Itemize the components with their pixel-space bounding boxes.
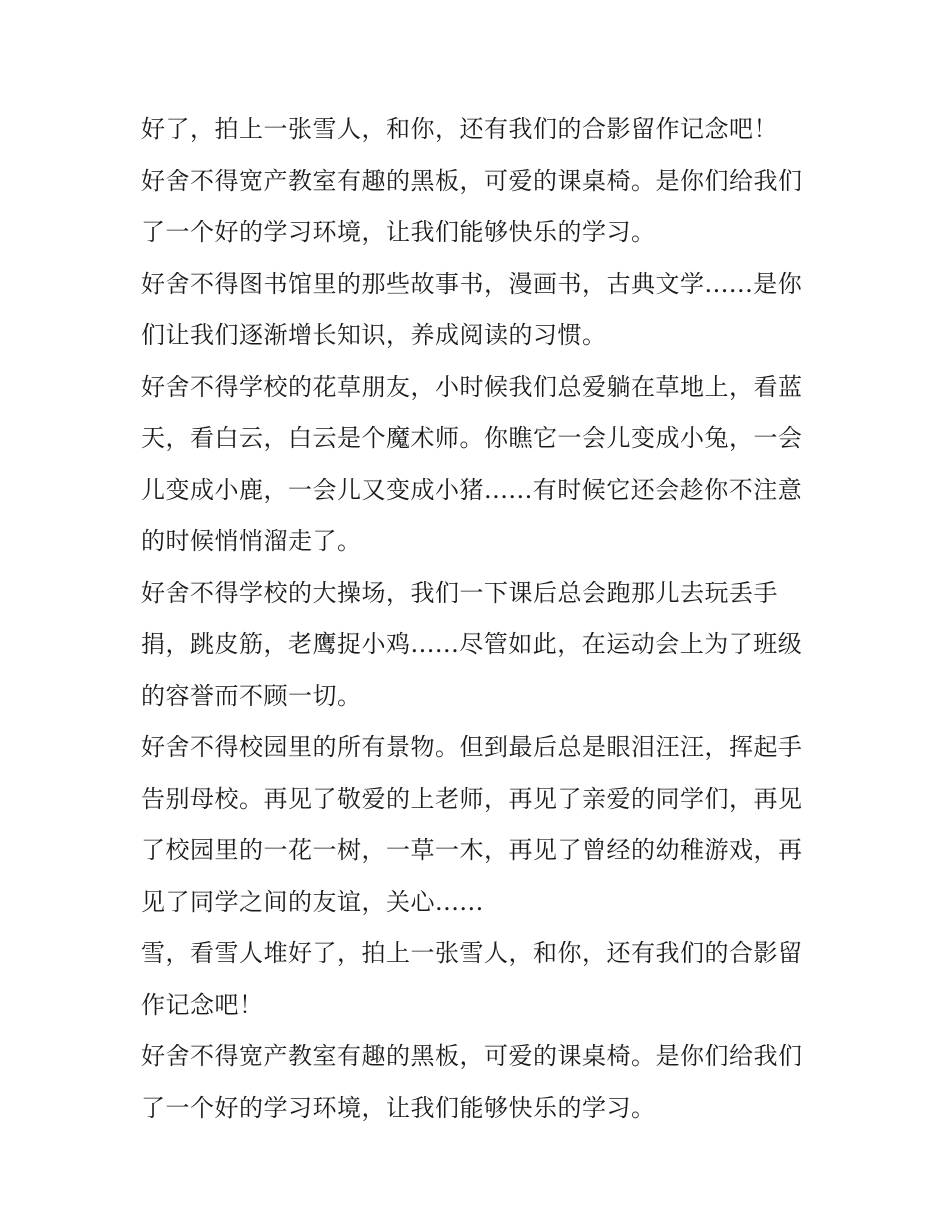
text-line-6: 好舍不得学校的花草朋友，小时候我们总爱躺在草地上，看蓝: [141, 372, 803, 401]
text-line-18: 作记念吧！: [141, 990, 264, 1019]
text-line-19: 好舍不得宽产教室有趣的黑板，可爱的课桌椅。是你们给我们: [141, 1042, 803, 1070]
text-line-5: 们让我们逐渐增长知识，养成阅读的习惯。: [141, 321, 607, 349]
text-line-16: 见了同学之间的友谊，关心......: [141, 887, 484, 916]
text-line-9: 的时候悄悄溜走了。: [141, 527, 362, 555]
text-line-1: 好了，拍上一张雪人，和你，还有我们的合影留作记念吧！: [141, 115, 778, 143]
text-line-17: 雪，看雪人堆好了，拍上一张雪人，和你，还有我们的合影留: [141, 939, 803, 967]
text-line-2: 好舍不得宽产教室有趣的黑板，可爱的课桌椅。是你们给我们: [141, 166, 803, 195]
text-line-10: 好舍不得学校的大操场，我们一下课后总会跑那儿去玩丢手: [141, 578, 778, 607]
text-line-7: 天，看白云，白云是个魔术师。你瞧它一会儿变成小兔，一会: [141, 424, 803, 452]
text-line-11: 捐，跳皮筋，老鹰捉小鸡......尽管如此，在运动会上为了班级: [141, 630, 803, 658]
text-line-14: 告别母校。再见了敬爱的上老师，再见了亲爱的同学们，再见: [141, 784, 803, 813]
document-body: [141, 104, 821, 1134]
text-line-3: 了一个好的学习环境，让我们能够快乐的学习。: [141, 218, 656, 246]
text-line-12: 的容誉而不顾一切。: [141, 681, 362, 710]
text-line-8: 儿变成小鹿，一会儿又变成小猪......有时候它还会趁你不注意: [141, 475, 803, 504]
text-line-13: 好舍不得校园里的所有景物。但到最后总是眼泪汪汪，挥起手: [141, 733, 803, 761]
text-line-4: 好舍不得图书馆里的那些故事书，漫画书，古典文学......是你: [141, 269, 803, 298]
text-line-15: 了校园里的一花一树，一草一木，再见了曾经的幼稚游戏，再: [141, 836, 803, 864]
text-line-20: 了一个好的学习环境，让我们能够快乐的学习。: [141, 1093, 656, 1122]
